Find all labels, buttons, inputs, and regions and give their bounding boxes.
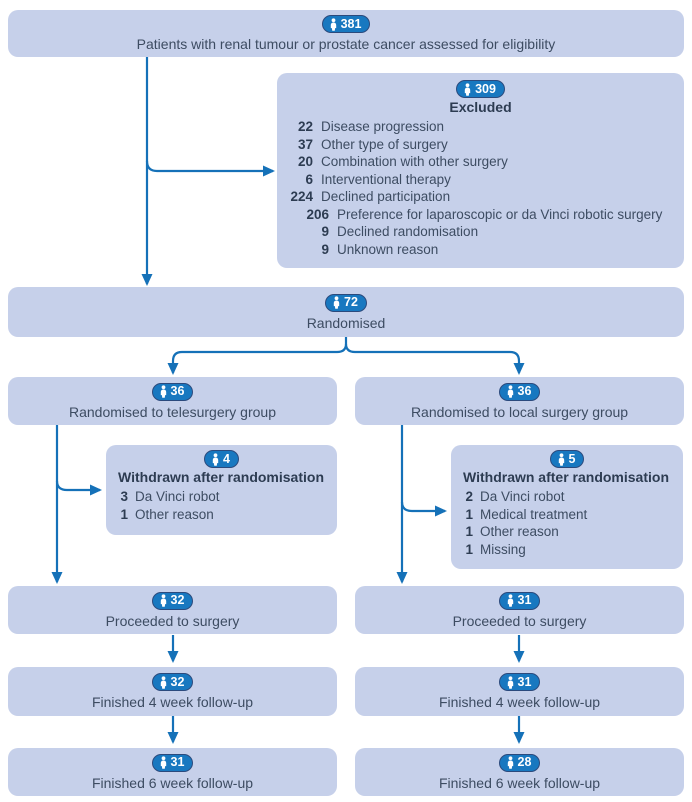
person-icon — [506, 594, 515, 607]
list-item — [110, 506, 333, 524]
item-label: Declined randomisation — [337, 224, 479, 239]
person-icon — [506, 385, 515, 398]
person-icon — [159, 385, 168, 398]
item-label: Da Vinci robot — [135, 489, 220, 504]
item-count: 224 — [290, 189, 313, 204]
item-count: 1 — [465, 541, 473, 557]
box-label: Finished 4 week follow-up — [91, 694, 254, 710]
count-badge — [152, 754, 194, 772]
item-count: 1 — [465, 506, 473, 522]
box-fu4-local — [355, 667, 684, 716]
item-count: 37 — [297, 136, 313, 152]
item-label: Missing — [480, 541, 526, 557]
box-label: Proceeded to surgery — [105, 612, 240, 629]
box-label: Randomised to telesurgery group — [68, 403, 276, 420]
panel-title: Withdrawn after randomisation — [463, 469, 670, 485]
count-badge — [322, 15, 371, 33]
panel-title: Excluded — [449, 99, 512, 115]
count-value: 36 — [517, 384, 532, 399]
item-count: 20 — [297, 154, 313, 169]
box-withdrawn-telesurgery — [106, 445, 337, 535]
count-badge — [325, 294, 367, 312]
item-label: Da Vinci robot — [480, 489, 565, 504]
item-label: Other type of surgery — [321, 136, 448, 152]
count-badge — [152, 383, 194, 401]
count-value: 31 — [170, 755, 185, 770]
list-item — [455, 506, 679, 524]
item-label: Declined participation — [321, 189, 451, 204]
box-label: Randomised to local surgery group — [410, 403, 629, 420]
box-label: Patients with renal tumour or prostate cancer assessed for eligibility — [136, 36, 556, 52]
box-label: Finished 4 week follow-up — [438, 694, 601, 710]
count-badge — [152, 592, 194, 610]
count-badge — [499, 383, 541, 401]
person-icon — [506, 676, 515, 689]
box-surgery-telesurgery — [8, 586, 337, 634]
list-item — [287, 206, 674, 224]
count-value: 381 — [340, 16, 362, 31]
count-value: 309 — [475, 81, 496, 96]
arrow-to-excluded — [147, 161, 273, 171]
box-withdrawn-local — [451, 445, 683, 569]
count-badge — [456, 80, 505, 98]
person-icon — [557, 453, 566, 466]
list-item — [287, 223, 674, 241]
arrow-to-telesurgery — [173, 344, 346, 373]
list-item — [287, 188, 674, 206]
item-label: Unknown reason — [337, 241, 439, 257]
item-count: 9 — [321, 241, 329, 257]
box-fu4-telesurgery — [8, 667, 337, 716]
count-value: 36 — [170, 384, 185, 399]
arrow-to-local-surgery — [346, 344, 519, 373]
count-badge — [204, 450, 239, 468]
count-badge — [152, 673, 194, 691]
count-badge — [550, 450, 585, 468]
box-excluded — [277, 73, 684, 268]
count-badge — [499, 592, 541, 610]
panel-title: Withdrawn after randomisation — [118, 469, 325, 485]
item-label: Other reason — [135, 506, 214, 522]
box-fu6-telesurgery — [8, 748, 337, 796]
box-telesurgery-group — [8, 377, 337, 425]
box-surgery-local — [355, 586, 684, 634]
item-count: 1 — [120, 506, 128, 522]
arrow-to-withdrawn-left — [57, 481, 100, 490]
box-eligibility — [8, 10, 684, 57]
item-label: Combination with other surgery — [321, 154, 508, 169]
item-label: Medical treatment — [480, 506, 588, 522]
list-item — [455, 541, 679, 559]
box-fu6-local — [355, 748, 684, 796]
count-value: 5 — [568, 451, 576, 466]
item-count: 22 — [297, 119, 313, 134]
person-icon — [329, 18, 338, 31]
list-item — [287, 241, 674, 259]
person-icon — [211, 453, 220, 466]
item-label: Disease progression — [321, 119, 445, 134]
list-item — [455, 488, 679, 506]
count-value: 31 — [517, 674, 532, 689]
item-label: Preference for laparoscopic or da Vinci robotic surgery — [337, 206, 663, 222]
withdrawn-list — [110, 488, 333, 523]
person-icon — [332, 296, 341, 309]
person-icon — [159, 594, 168, 607]
item-count: 3 — [120, 489, 128, 504]
person-icon — [159, 756, 168, 769]
count-value: 72 — [344, 295, 358, 310]
box-label: Proceeded to surgery — [452, 612, 587, 629]
item-count: 9 — [321, 224, 329, 239]
box-label: Finished 6 week follow-up — [438, 774, 601, 791]
box-label: Randomised — [306, 314, 386, 331]
arrow-to-withdrawn-right — [402, 502, 445, 511]
person-icon — [463, 83, 472, 96]
list-item — [455, 523, 679, 541]
count-value: 4 — [223, 451, 230, 466]
list-item — [287, 118, 674, 136]
item-count: 1 — [465, 524, 473, 539]
item-count: 2 — [465, 489, 473, 504]
count-value: 32 — [170, 593, 185, 608]
count-value: 32 — [170, 674, 185, 689]
box-randomised — [8, 287, 684, 337]
count-value: 28 — [517, 755, 532, 770]
count-badge — [499, 754, 541, 772]
withdrawn-list — [455, 488, 679, 558]
count-value: 31 — [517, 593, 532, 608]
list-item — [110, 488, 333, 506]
excluded-list — [287, 118, 674, 258]
item-count: 6 — [305, 171, 313, 187]
item-label: Other reason — [480, 524, 559, 539]
list-item — [287, 171, 674, 189]
box-local-surgery-group — [355, 377, 684, 425]
person-icon — [506, 756, 515, 769]
list-item — [287, 136, 674, 154]
item-count: 206 — [306, 206, 329, 222]
count-badge — [499, 673, 541, 691]
list-item — [287, 153, 674, 171]
person-icon — [159, 676, 168, 689]
item-label: Interventional therapy — [321, 171, 451, 187]
box-label: Finished 6 week follow-up — [91, 774, 254, 791]
